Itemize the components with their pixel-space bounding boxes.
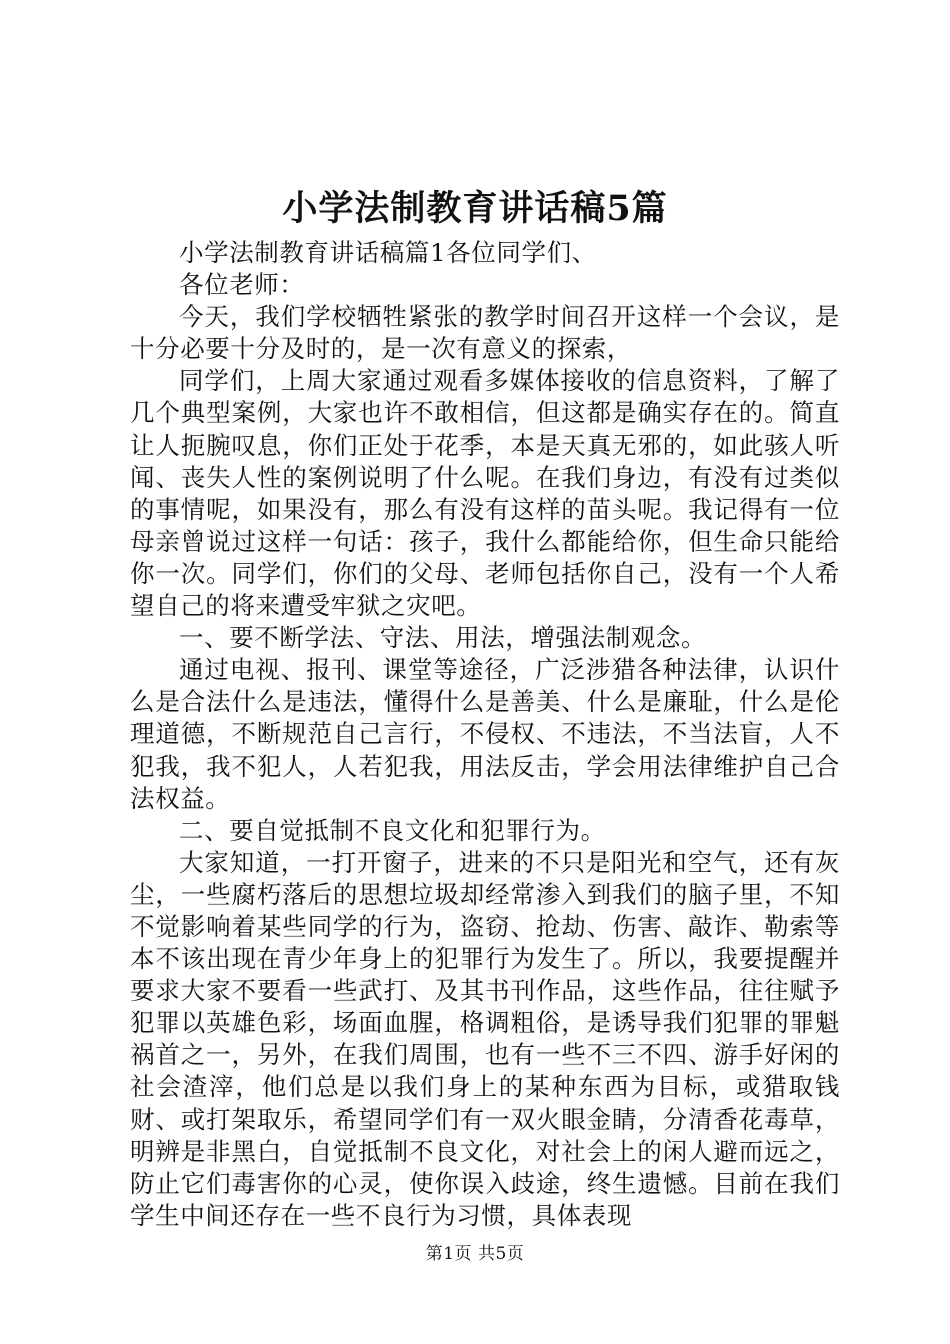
paragraph-learn-law: 通过电视、报刊、课堂等途径，广泛涉猎各种法律，认识什么是合法什么是违法，懂得什么是善美、什么是廉耻，什么是伦理道德，不断规范自己言行，不侵权、不违法，不当法盲，人不犯我，我不犯人，人若犯我，用法反击，学会用法律维护自己合法权益。 <box>130 655 840 813</box>
page-number-footer: 第1页 共5页 <box>425 1244 525 1264</box>
section-heading-2: 二、要自觉抵制不良文化和犯罪行为。 <box>179 815 606 845</box>
paragraph-resist-bad-culture: 大家知道，一打开窗子，进来的不只是阳光和空气，还有灰尘，一些腐朽落后的思想垃圾却经常渗入到我们的脑子里，不知不觉影响着某些同学的行为，盗窃、抢劫、伤害、敲诈、勒索等本不该出现在青少年身上的犯罪行为发生了。所以，我要提醒并要求大家不要看一些武打、及其书刊作品，这些作品，往往赋予犯罪以英雄色彩，场面血腥，格调粗俗，是诱导我们犯罪的罪魁祸首之一，另外，在我们周围，也有一些不三不四、游手好闲的社会渣滓，他们总是以我们身上的某种东西为目标，或猎取钱财、或打架取乐，希望同学们有一双火眼金睛，分清香花毒草，明辨是非黑白，自觉抵制不良文化，对社会上的闲人避而远之，防止它们毒害你的心灵，使你误入歧途，终生遗憾。目前在我们学生中间还存在一些不良行为习惯，具体表现 <box>130 847 840 1230</box>
paragraph-cases: 同学们，上周大家通过观看多媒体接收的信息资料，了解了几个典型案例，大家也许不敢相信，但这都是确实存在的。简直让人扼腕叹息，你们正处于花季，本是天真无邪的，如此骇人听闻、丧失人性的案例说明了什么呢。在我们身边，有没有过类似的事情呢，如果没有，那么有没有这样的苗头呢。我记得有一位母亲曾说过这样一句话：孩子，我什么都能给你，但生命只能给你一次。同学们，你们的父母、老师包括你自己，没有一个人希望自己的将来遭受牢狱之灾吧。 <box>130 366 840 621</box>
paragraph-heading-intro: 小学法制教育讲话稿篇1各位同学们、 <box>179 238 597 267</box>
paragraph-salutation: 各位老师： <box>179 270 305 300</box>
section-heading-1: 一、要不断学法、守法、用法，增强法制观念。 <box>179 623 707 653</box>
document-title: 小学法制教育讲话稿5篇 <box>282 188 668 229</box>
paragraph-opening: 今天，我们学校牺牲紧张的教学时间召开这样一个会议，是十分必要十分及时的，是一次有意义的探索， <box>130 302 840 364</box>
document-body <box>130 237 840 1232</box>
